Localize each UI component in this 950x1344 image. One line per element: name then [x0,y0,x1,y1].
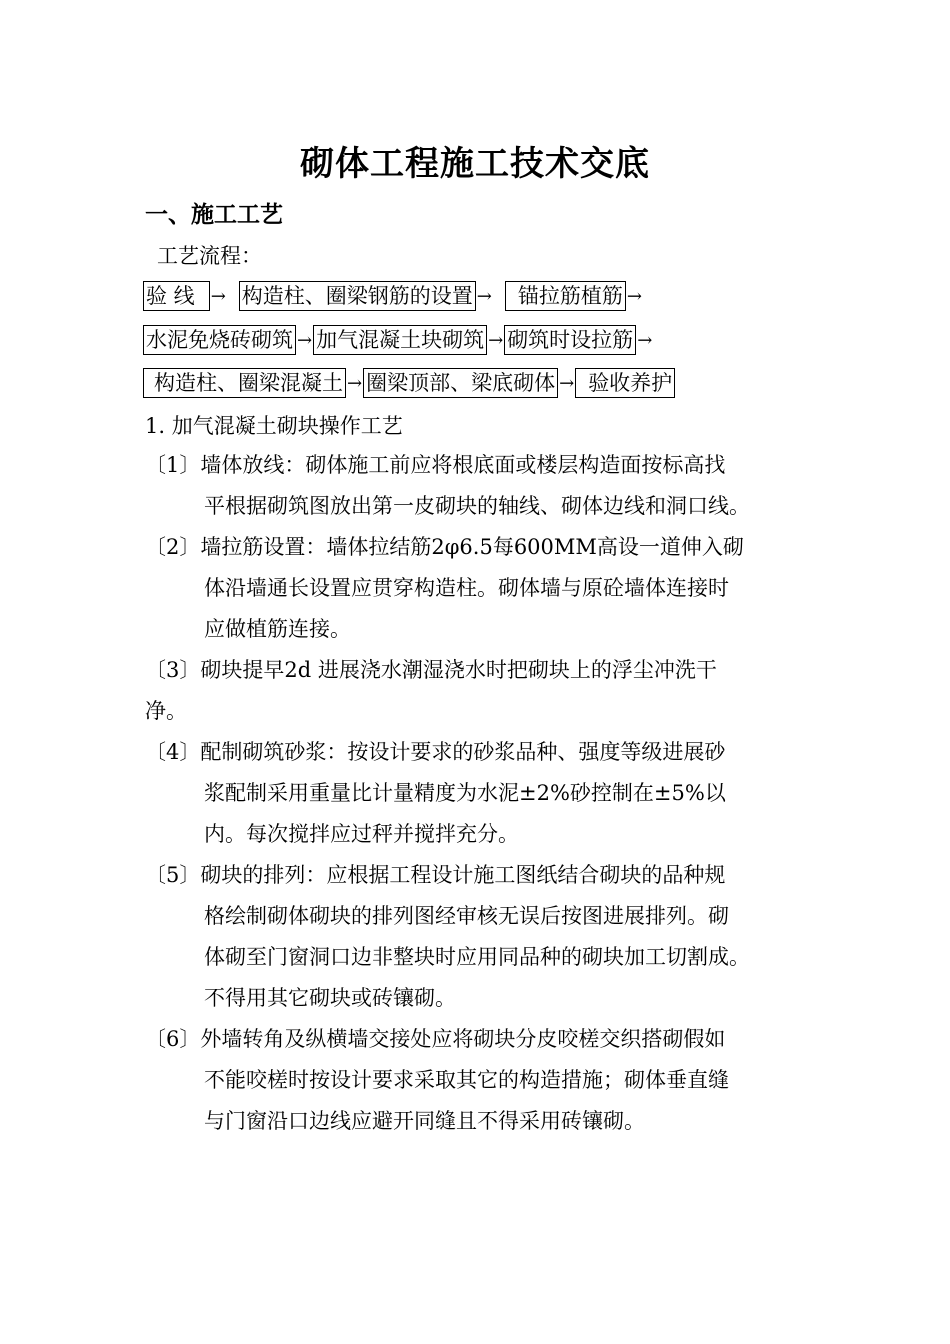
flow-step: 锚拉筋植筋 [505,281,626,311]
flow-step: 加气混凝土块砌筑 [313,325,487,355]
flow-arrow: → [626,285,642,307]
section-heading: 一、施工工艺 [145,202,283,228]
item-line: 不能咬槎时按设计要求采取其它的构造措施；砌体垂直缝 [204,1068,729,1092]
item-line: 浆配制采用重量比计量精度为水泥±2%砂控制在±5%以 [204,781,726,805]
flow-arrow: → [347,372,363,394]
flow-row-1 [143,281,643,311]
item-line: 〔5〕砌块的排列：应根据工程设计施工图纸结合砌块的品种规 [145,863,726,887]
flow-row-2 [143,325,653,355]
flow-arrow: → [488,329,504,351]
item-line: 〔6〕外墙转角及纵横墙交接处应将砌块分皮咬槎交织搭砌假如 [145,1027,726,1051]
subsection-heading: 1. 加气混凝土砌块操作工艺 [145,414,403,438]
list-item [145,732,726,855]
item-line: 格绘制砌体砌块的排列图经审核无误后按图进展排列。砌 [204,904,729,928]
flow-arrow: → [297,329,313,351]
flow-arrow: → [476,285,492,307]
list-item [145,650,717,732]
list-item [145,855,750,1019]
item-line: 不得用其它砌块或砖镶砌。 [204,986,456,1010]
flow-arrow: → [559,372,575,394]
flow-step: 验收养护 [575,368,675,398]
flow-step: 圈梁顶部、梁底砌体 [363,368,558,398]
item-line: 应做植筋连接。 [204,617,351,641]
item-line: 〔2〕墙拉筋设置：墙体拉结筋2φ6.5每600MM高设一道伸入砌 [145,535,744,559]
flow-row-3 [143,368,675,398]
flow-arrow: → [210,285,226,307]
item-line: 净。 [145,699,187,723]
list-item [145,445,750,527]
item-line: 〔1〕墙体放线：砌体施工前应将根底面或楼层构造面按标高找 [145,453,726,477]
list-item [145,1019,729,1142]
item-line: 〔3〕砌块提早2d 进展浇水潮湿浇水时把砌块上的浮尘冲洗干 [145,658,717,682]
flow-step: 砌筑时设拉筋 [504,325,636,355]
item-line: 平根据砌筑图放出第一皮砌块的轴线、砌体边线和洞口线。 [204,494,750,518]
flow-step: 构造柱、圈梁混凝土 [143,368,346,398]
flow-step: 水泥免烧砖砌筑 [143,325,296,355]
item-line: 内。每次搅拌应过秤并搅拌充分。 [204,822,519,846]
list-item [145,527,744,650]
page-title: 砌体工程施工技术交底 [300,144,650,184]
flow-step: 验 线 [143,281,210,311]
item-line: 〔4〕配制砌筑砂浆：按设计要求的砂浆品种、强度等级进展砂 [145,740,726,764]
item-line: 体砌至门窗洞口边非整块时应用同品种的砌块加工切割成。 [204,945,750,969]
flow-step: 构造柱、圈梁钢筋的设置 [239,281,476,311]
item-line: 与门窗沿口边线应避开同缝且不得采用砖镶砌。 [204,1109,645,1133]
item-line: 体沿墙通长设置应贯穿构造柱。砌体墙与原砼墙体连接时 [204,576,729,600]
flow-arrow: → [637,329,653,351]
flow-label: 工艺流程： [157,244,262,268]
